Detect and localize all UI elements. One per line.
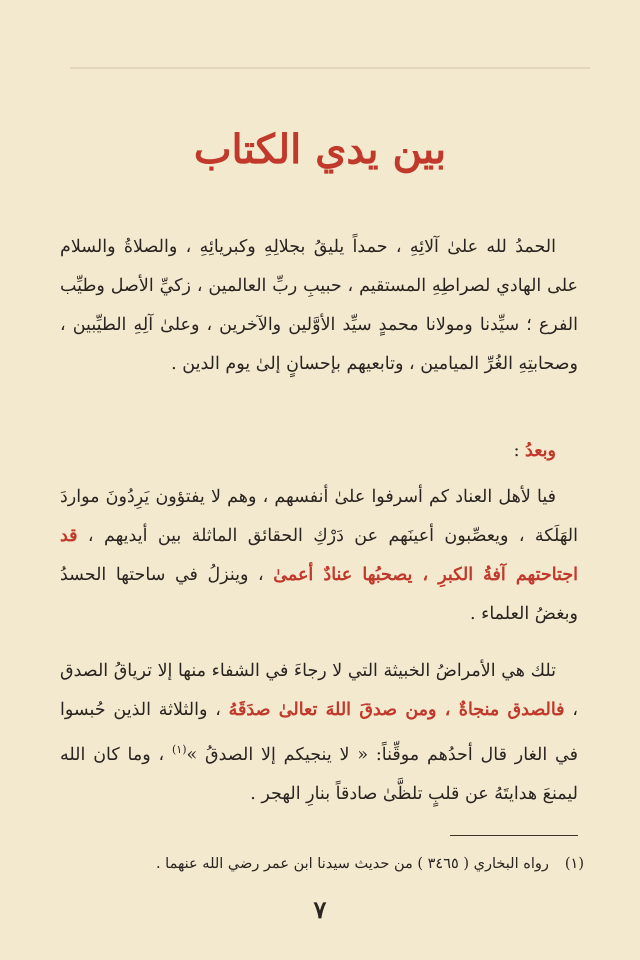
paragraph3-highlight: فالصدق منجاةٌ ، ومن صدقَ اللهَ تعالىٰ صدَقَهُ: [228, 700, 565, 720]
wabadu-heading: [60, 432, 578, 471]
footnote: [54, 852, 584, 876]
page-number: ٧: [313, 895, 327, 924]
paragraph3-part1: تلك هي الأمراضُ الخبيثة التي لا رجاءَ في الشفاء منها إلا ترياقُ الصدق ،: [60, 661, 578, 720]
paragraph-text: الحمدُ لله علىٰ آلائِهِ ، حمداً يليقُ بجلالِهِ وكبريائِهِ ، والصلاةُ والسلام على الهادي لصراطِهِ المستقيم ، حبيبِ ربِّ العالمين ، زكيِّ الأصل وطيِّب الفرع ؛ سيِّدنا ومولانا محمدٍ سيِّد الأوَّلين والآخرين ، وعلىٰ آلِهِ الطيِّبين ، وصحابتِهِ الغُرِّ الميامين ، وتابعيهم بإحسانٍ إلىٰ يوم الدين .: [60, 237, 578, 374]
intro-paragraph: [60, 228, 578, 384]
second-paragraph: [60, 478, 578, 634]
paragraph3-part2: ، والثلاثة الذين حُبسوا في الغار قال أحدُهم موقِّناً: « لا ينجيكم إلا الصدقُ »: [60, 700, 578, 765]
third-paragraph: [60, 652, 578, 814]
paragraph2-part1: فيا لأهل العناد كم أسرفوا علىٰ أنفسهم ، وهم لا يفتؤون يَرِدُونَ مواردَ الهَلَكة ، ويعصِّبون أعينَهم عن دَرْكِ الحقائق الماثلة بين أيديهم ،: [60, 487, 578, 546]
wabadu-colon: :: [513, 441, 526, 461]
paragraph2-highlight: قد اجتاحتهم آفةُ الكبرِ ، يصحبُها عنادٌ أعمىٰ: [60, 526, 578, 585]
footnote-reference: (١): [172, 743, 187, 756]
footnote-text: رواه البخاري ( ٣٤٦٥ ) من حديث سيدنا ابن عمر رضي الله عنهما .: [155, 856, 549, 872]
bleed-through-text: [70, 58, 590, 80]
footnote-divider: [450, 835, 578, 836]
paragraph2-part2: ، وينزلُ في ساحتها الحسدُ وبغضُ العلماء .: [60, 565, 578, 624]
wabadu-label: وبعدُ: [525, 441, 556, 461]
paragraph3-part3: ، وما كان الله ليمنعَ هدايتَهُ عن قلبٍ تلظَّىٰ صادقاً بنارِ الهجر .: [60, 744, 578, 804]
footnote-number: (١): [564, 856, 584, 872]
page-title: بين يدي الكتاب: [193, 126, 447, 173]
